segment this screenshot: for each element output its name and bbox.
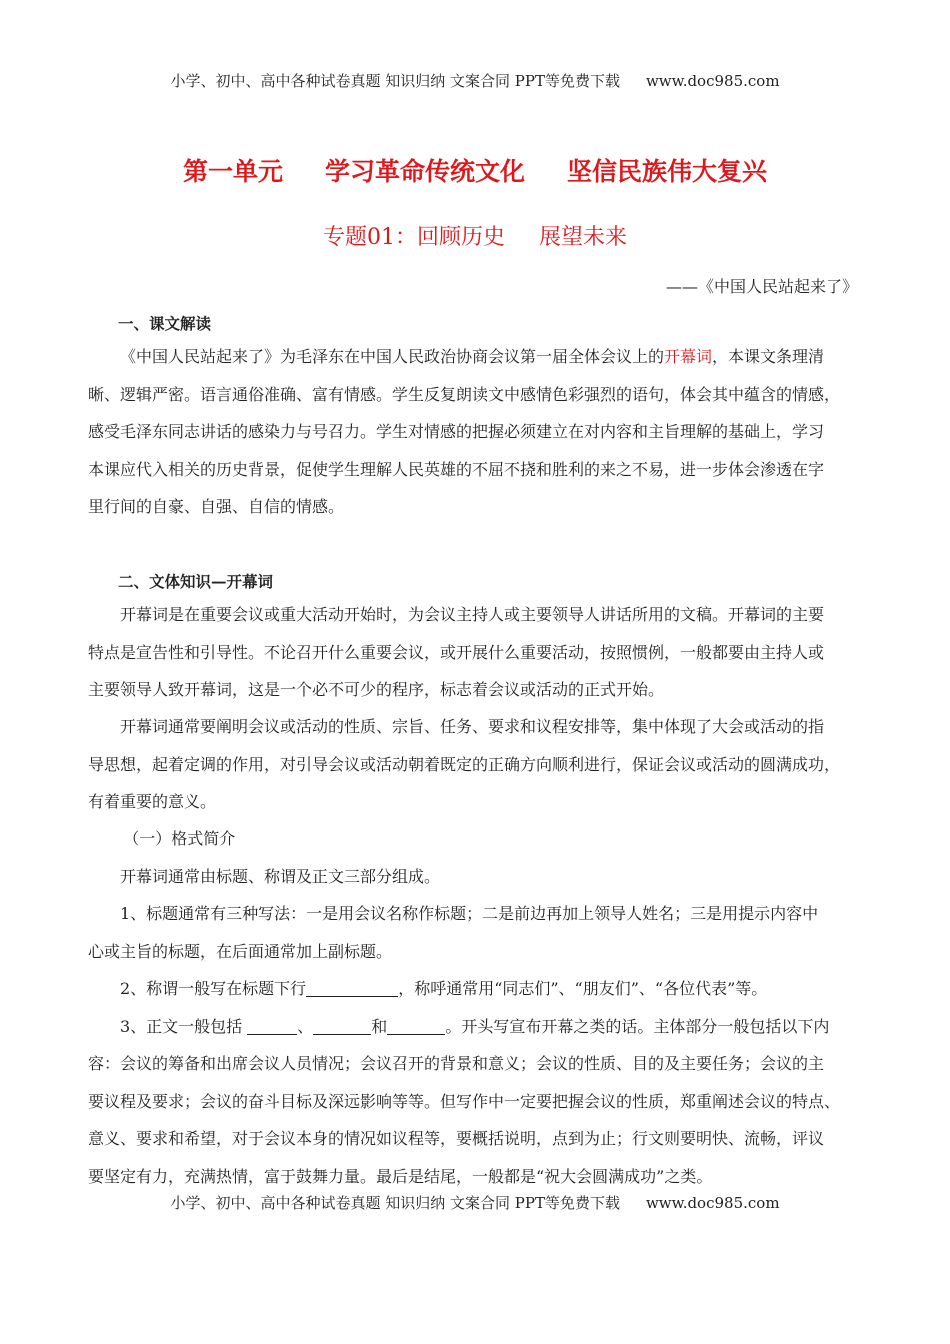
- title-part-3: 坚信民族伟大复兴: [567, 157, 768, 186]
- text-run: 。开头写宣布开幕之类的话。主体部分一般包括以下内: [445, 1016, 830, 1036]
- paragraph-line: 主要领导人致开幕词，这是一个必不可少的程序，标志着会议或活动的正式开始。: [88, 680, 665, 699]
- document-subtitle: [0, 220, 950, 251]
- subsection-heading: （一）格式简介: [123, 829, 236, 848]
- title-part-2: 学习革命传统文化: [324, 157, 525, 186]
- item-2-line: [88, 970, 876, 1008]
- fill-blank[interactable]: [306, 980, 398, 997]
- fill-blank[interactable]: [247, 1018, 297, 1035]
- section-2-heading: 二、文体知识—开幕词: [118, 572, 274, 591]
- subtitle-part-2: 展望未来: [538, 225, 627, 250]
- item-3-line: [88, 1008, 876, 1046]
- paragraph-line: 开幕词通常要阐明会议或活动的性质、宗旨、任务、要求和议程安排等，集中体现了大会或活动的指: [120, 717, 825, 736]
- paragraph-line: 导思想，起着定调的作用，对引导会议或活动朝着既定的正确方向顺利进行，保证会议或活动的圆满成功，: [88, 754, 841, 774]
- text-run: 、: [297, 1016, 314, 1036]
- text-run: 3、正文一般包括: [120, 1016, 248, 1036]
- header-url[interactable]: www.doc985.com: [645, 72, 780, 90]
- section-2-paragraph-1: [88, 596, 876, 709]
- paragraph-line: 特点是宣告性和引导性。不论召开什么重要会议，或开展什么重要活动，按照惯例，一般都要由主持人或: [88, 642, 825, 662]
- section-1-heading: 一、课文解读: [118, 314, 212, 333]
- item-3-line: 意义、要求和希望，对于会议本身的情况如议程等，要概括说明，点到为止；行文则要明快、流畅，评议: [88, 1129, 825, 1148]
- page-footer: [0, 1192, 950, 1213]
- text-run: ，称呼通常用“同志们”、“朋友们”、“各位代表”等。: [398, 979, 768, 998]
- item-3-line: 容：会议的筹备和出席会议人员情况；会议召开的背景和意义；会议的性质、目的及主要任务；会议的主: [88, 1054, 825, 1073]
- footer-url[interactable]: www.doc985.com: [645, 1194, 780, 1212]
- format-section: [88, 820, 876, 1195]
- text-run: 《中国人民站起来了》为毛泽东在中国人民政治协商会议第一届全体会议上的: [120, 347, 665, 366]
- fill-blank[interactable]: [387, 1018, 445, 1035]
- paragraph-line: 有着重要的意义。: [88, 792, 217, 811]
- item-3-line: 要议程及要求；会议的奋斗目标及深远影响等等。但写作中一定要把握会议的性质，郑重阐述会议的特点、: [88, 1091, 841, 1111]
- subtitle-part-1: 专题01：回顾历史: [322, 225, 505, 250]
- section-1-paragraph: [88, 338, 876, 526]
- source-citation: ——《中国人民站起来了》: [665, 277, 858, 296]
- page-header: [0, 70, 950, 91]
- fill-blank[interactable]: [313, 1018, 371, 1035]
- item-1-line: 1、标题通常有三种写法：一是用会议名称作标题；二是前边再加上领导人姓名；三是用提示内容中: [120, 904, 819, 923]
- highlight-term: 开幕词: [664, 347, 713, 366]
- paragraph-line: 感受毛泽东同志讲话的感染力与号召力。学生对情感的把握必须建立在对内容和主旨理解的基础上，学习: [88, 422, 825, 441]
- paragraph-line: 晰、逻辑严密。语言通俗准确、富有情感。学生反复朗读文中感情色彩强烈的语句，体会其中蕴含的情感，: [88, 384, 841, 404]
- paragraph-line: 本课应代入相关的历史背景，促使学生理解人民英雄的不屈不挠和胜利的来之不易，进一步体会渗透在字: [88, 459, 825, 479]
- header-text: 小学、初中、高中各种试卷真题 知识归纳 文案合同 PPT等免费下载: [170, 72, 620, 90]
- paragraph-line: 里行间的自豪、自强、自信的情感。: [88, 497, 345, 516]
- section-2-paragraph-2: [88, 708, 876, 821]
- item-1-line: 心或主旨的标题，在后面通常加上副标题。: [88, 941, 393, 961]
- footer-text: 小学、初中、高中各种试卷真题 知识归纳 文案合同 PPT等免费下载: [170, 1194, 620, 1212]
- paragraph-line: 开幕词是在重要会议或重大活动开始时，为会议主持人或主要领导人讲话所用的文稿。开幕词的主要: [120, 605, 825, 624]
- item-3-line: 要坚定有力，充满热情，富于鼓舞力量。最后是结尾，一般都是“祝大会圆满成功”之类。: [88, 1166, 713, 1186]
- text-run: ，本课文条理清: [712, 347, 825, 366]
- paragraph-line: [88, 338, 876, 376]
- document-title: [0, 152, 950, 188]
- text-run: 2、称谓一般写在标题下行: [120, 979, 307, 998]
- title-part-1: 第一单元: [182, 157, 283, 186]
- text-run: 和: [371, 1016, 388, 1036]
- format-intro: 开幕词通常由标题、称谓及正文三部分组成。: [120, 866, 441, 886]
